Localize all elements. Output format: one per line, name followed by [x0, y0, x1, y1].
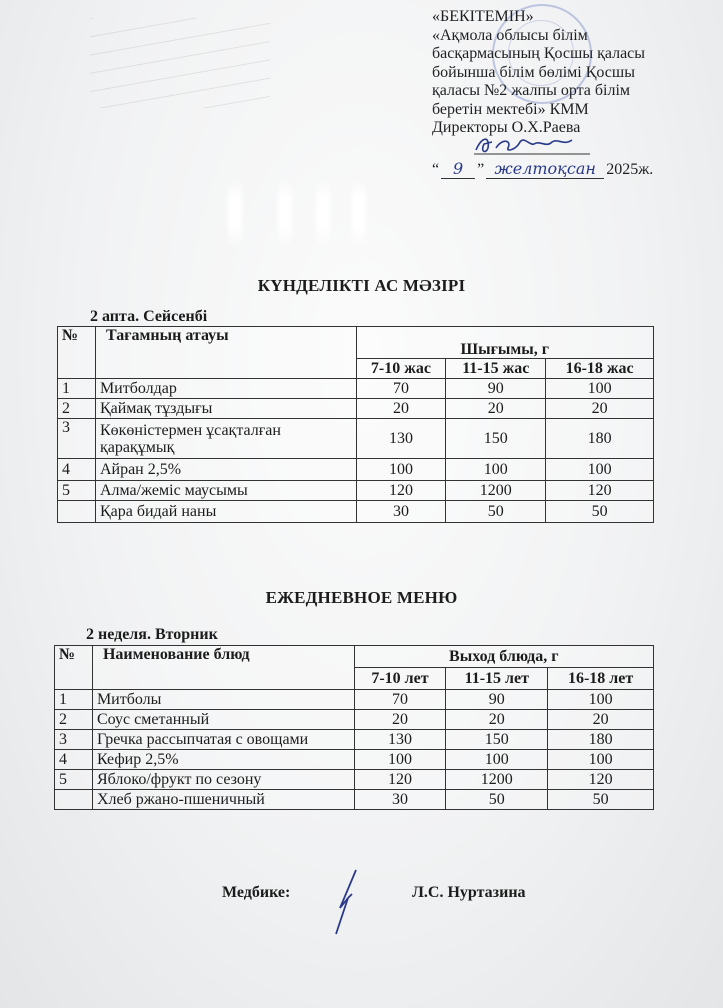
table-row [58, 501, 654, 523]
date-quote-open: “ [432, 160, 440, 178]
row-dish: Соус сметанный [92, 710, 354, 730]
row-value-age-11-15: 1200 [446, 481, 546, 501]
row-value-age-11-15: 1200 [446, 770, 548, 790]
header-age-16-18: 16-18 жас [546, 359, 654, 379]
row-num: 5 [55, 770, 93, 790]
row-num [58, 501, 96, 523]
row-value-age-16-18: 50 [546, 501, 654, 523]
row-value-age-16-18: 100 [548, 690, 654, 710]
row-value-age-11-15: 150 [446, 730, 548, 750]
row-num: 3 [55, 730, 93, 750]
row-value-age-7-10: 20 [354, 710, 446, 730]
approval-line: қаласы №2 жалпы орта білім [432, 82, 631, 99]
approval-line: Директоры О.Х.Раева [432, 119, 581, 136]
row-value-age-11-15: 50 [446, 501, 546, 523]
director-signature [472, 132, 592, 158]
date-day: 9 [441, 160, 475, 180]
row-value-age-16-18: 180 [548, 730, 654, 750]
light-glare [352, 178, 366, 248]
menu-subtitle-kz: 2 апта. Сейсенбі [90, 308, 208, 325]
date-quote-close: ” [477, 160, 485, 178]
row-num: 2 [55, 710, 93, 730]
row-value-age-16-18: 20 [546, 399, 654, 419]
row-value-age-7-10: 100 [356, 459, 446, 481]
table-row [58, 379, 654, 399]
row-value-age-11-15: 100 [446, 459, 546, 481]
table-row [58, 399, 654, 419]
header-age-11-15: 11-15 жас [446, 359, 546, 379]
light-glare [278, 178, 292, 248]
row-dish: Айран 2,5% [95, 459, 356, 481]
table-row [58, 481, 654, 501]
table-row [55, 770, 654, 790]
row-value-age-11-15: 90 [446, 379, 546, 399]
row-value-age-16-18: 50 [548, 790, 654, 810]
header-num: № [58, 327, 96, 379]
approval-line: басқармасының Қосшы қаласы [432, 45, 646, 62]
table-row [55, 790, 654, 810]
nurse-role-label: Медбике: [222, 884, 291, 901]
row-num: 4 [58, 459, 96, 481]
header-age-16-18: 16-18 лет [548, 668, 654, 690]
row-num: 1 [55, 690, 93, 710]
row-value-age-7-10: 30 [354, 790, 446, 810]
nurse-name: Л.С. Нуртазина [412, 884, 526, 901]
approval-line: «БЕКІТЕМІН» [432, 8, 534, 25]
row-dish: Хлеб ржано-пшеничный [92, 790, 354, 810]
table-row [58, 419, 654, 459]
row-num [55, 790, 93, 810]
row-value-age-11-15: 50 [446, 790, 548, 810]
light-glare [316, 178, 330, 248]
menu-subtitle-ru: 2 неделя. Вторник [86, 626, 218, 643]
table-row [55, 690, 654, 710]
row-value-age-7-10: 100 [354, 750, 446, 770]
nurse-signature-block [0, 878, 723, 938]
row-value-age-7-10: 130 [354, 730, 446, 750]
row-value-age-16-18: 100 [546, 379, 654, 399]
row-value-age-11-15: 20 [446, 710, 548, 730]
row-value-age-16-18: 20 [548, 710, 654, 730]
row-value-age-11-15: 90 [446, 690, 548, 710]
date-month: желтоқсан [486, 160, 604, 180]
row-value-age-16-18: 120 [546, 481, 654, 501]
header-num: № [55, 646, 93, 690]
row-value-age-16-18: 120 [548, 770, 654, 790]
table-row [58, 459, 654, 481]
menu-title-ru: ЕЖЕДНЕВНОЕ МЕНЮ [265, 588, 458, 607]
row-value-age-7-10: 30 [356, 501, 446, 523]
row-dish: Яблоко/фрукт по сезону [92, 770, 354, 790]
row-dish: Гречка рассыпчатая с овощами [92, 730, 354, 750]
row-value-age-16-18: 180 [546, 419, 654, 459]
nurse-signature [330, 868, 370, 938]
header-age-7-10: 7-10 жас [356, 359, 446, 379]
approval-line: бойынша білім бөлімі Қосшы [432, 63, 635, 81]
header-output: Шығымы, г [356, 327, 653, 359]
menu-title-kz: КҮНДЕЛІКТІ АС МӘЗІРІ [257, 276, 466, 295]
row-value-age-7-10: 20 [356, 399, 446, 419]
row-value-age-7-10: 70 [356, 379, 446, 399]
row-value-age-11-15: 20 [446, 399, 546, 419]
light-glare [228, 178, 242, 248]
faint-background-text [90, 18, 270, 108]
table-row [55, 750, 654, 770]
row-dish: Көкөністермен ұсақталған қарақұмық [95, 419, 356, 459]
row-dish: Қара бидай наны [95, 501, 356, 523]
header-output: Выход блюда, г [354, 646, 653, 668]
row-num: 2 [58, 399, 96, 419]
row-value-age-7-10: 120 [354, 770, 446, 790]
header-age-7-10: 7-10 лет [354, 668, 446, 690]
header-dish: Тағамның атауы [95, 327, 356, 379]
approval-block [432, 8, 712, 179]
row-num: 5 [58, 481, 96, 501]
row-value-age-7-10: 70 [354, 690, 446, 710]
row-value-age-16-18: 100 [548, 750, 654, 770]
director-signature-line [432, 138, 712, 160]
menu-table-kz [57, 326, 654, 523]
row-value-age-11-15: 100 [446, 750, 548, 770]
row-value-age-7-10: 130 [356, 419, 446, 459]
date-year: 2025ж. [606, 160, 654, 178]
approval-line: «Ақмола облысы білім [432, 26, 588, 44]
approval-date [432, 160, 712, 180]
row-value-age-11-15: 150 [446, 419, 546, 459]
row-num: 3 [58, 419, 96, 459]
row-value-age-16-18: 100 [546, 459, 654, 481]
table-row [55, 710, 654, 730]
row-dish: Митболдар [95, 379, 356, 399]
row-dish: Кефир 2,5% [92, 750, 354, 770]
header-dish: Наименование блюд [92, 646, 354, 690]
approval-line: беретін мектебі» КММ [432, 100, 589, 118]
row-dish: Алма/жеміс маусымы [95, 481, 356, 501]
row-dish: Қаймақ тұздығы [95, 399, 356, 419]
header-age-11-15: 11-15 лет [446, 668, 548, 690]
row-num: 4 [55, 750, 93, 770]
table-row [55, 730, 654, 750]
menu-table-ru [54, 645, 654, 810]
row-value-age-7-10: 120 [356, 481, 446, 501]
row-num: 1 [58, 379, 96, 399]
row-dish: Митболы [92, 690, 354, 710]
